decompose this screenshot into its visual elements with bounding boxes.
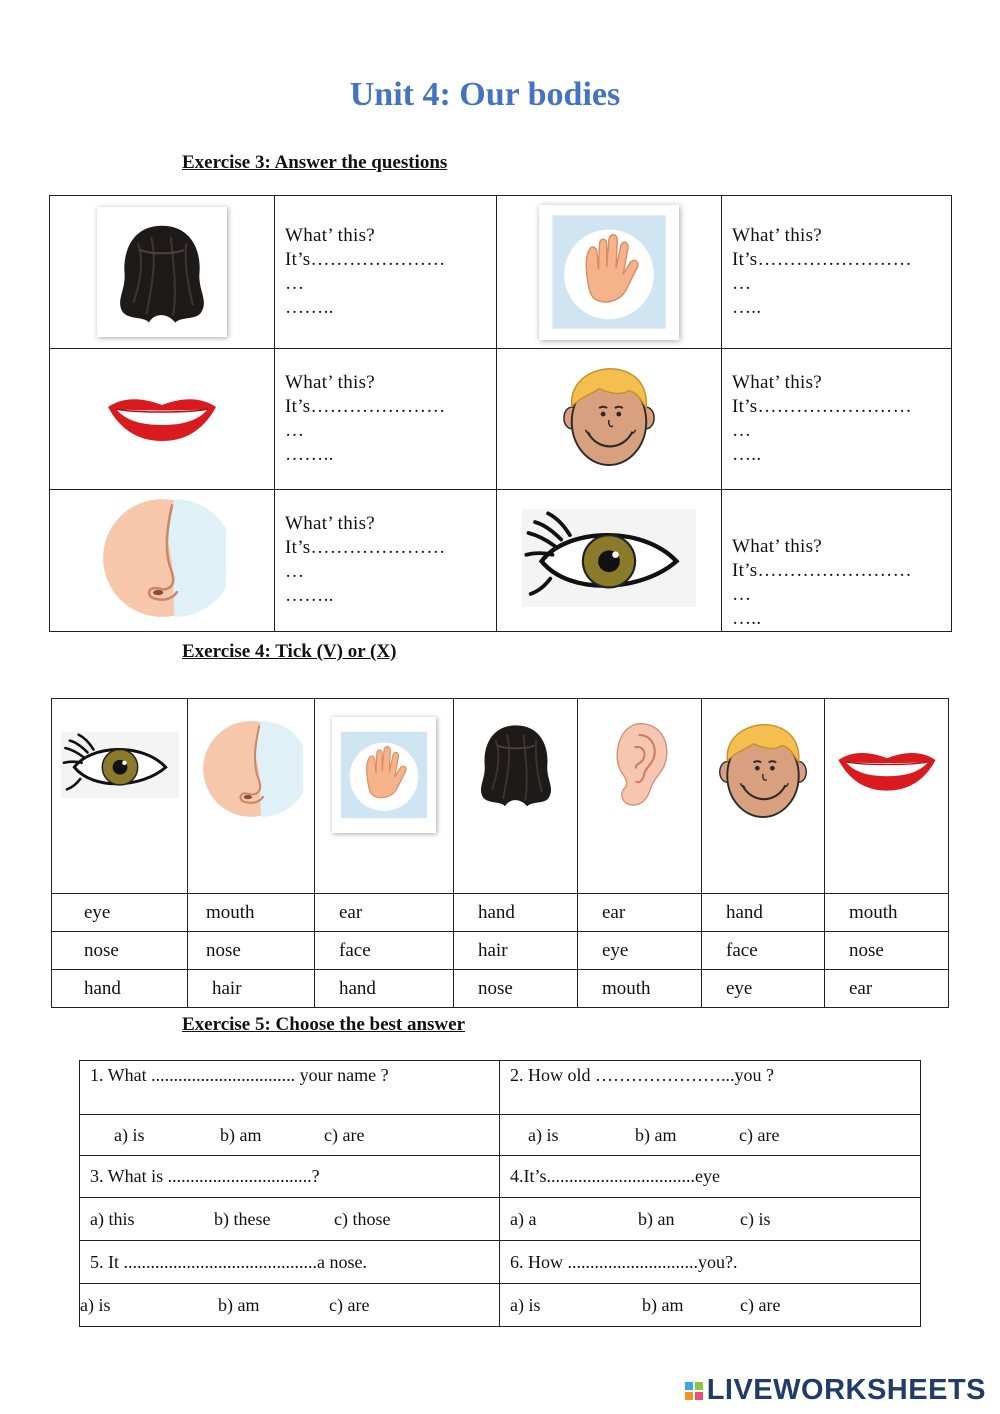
answer-cell [275,349,497,490]
picture-cell [50,490,275,632]
tick-word[interactable]: ear [315,894,454,932]
exercise-4-heading: Exercise 4: Tick (V) or (X) [182,641,397,662]
table-row [80,1241,921,1284]
option-a[interactable]: a) this [90,1208,135,1229]
face-picture [560,362,658,472]
eye-picture [522,509,696,607]
exercise-3-table [49,195,952,632]
tick-word[interactable]: nose [825,932,949,970]
picture-cell [52,699,188,894]
table-row [50,490,952,632]
picture-cell [50,349,275,490]
table-row [80,1284,921,1327]
answer-blank-tail: …….. [285,444,334,465]
tick-word[interactable]: eye [702,970,825,1008]
answer-blank-tail: ….. [732,608,762,629]
question-cell: 1. What ................................ your name ? [80,1061,500,1115]
answer-cell [275,196,497,349]
tick-word[interactable]: face [315,932,454,970]
hand-picture [548,213,670,331]
tick-word[interactable]: ear [578,894,702,932]
table-row [50,196,952,349]
question-cell: 6. How .............................you?. [500,1241,921,1284]
answer-blank[interactable]: It’s…………………… [732,396,912,417]
tick-word[interactable]: eye [52,894,188,932]
tick-word[interactable]: mouth [825,894,949,932]
table-row [52,932,949,970]
answer-cell [275,490,497,632]
mouth-picture [102,387,222,447]
option-c[interactable]: c) is [740,1208,771,1229]
options-cell [80,1284,500,1327]
hair-picture [107,217,217,327]
table-row [52,894,949,932]
tick-word[interactable]: ear [825,970,949,1008]
option-c[interactable]: c) are [740,1294,781,1315]
picture-cell [454,699,578,894]
picture-cell [578,699,702,894]
answer-blank-cont: … [732,273,752,294]
option-a[interactable]: a) is [510,1294,541,1315]
tick-word[interactable]: mouth [578,970,702,1008]
answer-blank-cont: … [285,273,305,294]
answer-cell [722,490,952,632]
answer-blank[interactable]: It’s………………… [285,249,446,270]
question-cell: 5. It ...........................................a nose. [80,1241,500,1284]
option-b[interactable]: b) an [638,1208,675,1229]
answer-blank-cont: … [285,561,305,582]
option-a[interactable]: a) is [80,1294,111,1315]
nose-picture [199,717,303,821]
tick-word[interactable]: hand [315,970,454,1008]
answer-blank-cont: … [732,420,752,441]
option-b[interactable]: b) these [214,1208,271,1229]
answer-blank-cont: … [732,584,752,605]
table-row [80,1198,921,1241]
question-text: What’ this? [285,225,375,246]
question-text: What’ this? [732,536,822,557]
liveworksheets-logo [685,1374,986,1407]
options-cell [80,1198,500,1241]
table-row [50,349,952,490]
picture-cell [702,699,825,894]
photo-frame [97,207,227,337]
tick-word[interactable]: nose [188,932,315,970]
option-a[interactable]: a) is [528,1124,559,1145]
tick-word[interactable]: hand [52,970,188,1008]
question-cell: 4.It’s.................................eye [500,1156,921,1198]
photo-frame [332,717,436,833]
option-c[interactable]: c) are [329,1294,370,1315]
logo-text: LIVEWORKSHEETS [706,1374,986,1406]
tick-word[interactable]: hair [454,932,578,970]
option-c[interactable]: c) are [324,1124,365,1145]
ear-picture [605,717,675,813]
table-row [80,1061,921,1115]
option-a[interactable]: a) a [510,1208,537,1229]
picture-cell [497,349,722,490]
picture-cell [825,699,949,894]
page-title: Unit 4: Our bodies [349,76,621,113]
answer-blank-cont: … [285,420,305,441]
answer-cell [722,196,952,349]
answer-cell [722,349,952,490]
picture-cell [50,196,275,349]
option-a[interactable]: a) is [114,1124,145,1145]
options-cell [80,1115,500,1156]
answer-blank-tail: ….. [732,444,762,465]
tick-word[interactable]: eye [578,932,702,970]
answer-blank[interactable]: It’s………………… [285,537,446,558]
options-cell [500,1115,921,1156]
option-c[interactable]: c) are [739,1124,780,1145]
face-picture [716,717,810,825]
pictures-row [52,699,949,894]
tick-word[interactable]: hand [454,894,578,932]
exercise-5-table [79,1060,921,1327]
exercise-5-heading: Exercise 5: Choose the best answer [182,1014,466,1035]
question-text: What’ this? [285,513,375,534]
logo-mark-icon [685,1382,703,1400]
answer-blank-tail: ….. [732,297,762,318]
photo-frame [539,205,679,340]
tick-word[interactable]: nose [454,970,578,1008]
question-text: What’ this? [732,225,822,246]
picture-cell [497,196,722,349]
hair-picture [470,717,562,811]
option-b[interactable]: b) am [642,1294,684,1315]
question-cell: 2. How old …………………...you ? [500,1061,921,1115]
tick-word[interactable]: mouth [188,894,315,932]
tick-word[interactable]: hair [188,970,315,1008]
tick-word[interactable]: nose [52,932,188,970]
nose-picture [98,494,226,622]
tick-word[interactable]: face [702,932,825,970]
answer-blank[interactable]: It’s…………………… [732,560,912,581]
answer-blank-tail: …….. [285,297,334,318]
options-cell [500,1198,921,1241]
answer-blank[interactable]: It’s…………………… [732,249,912,270]
exercise-4-table [51,698,949,1008]
tick-word[interactable]: hand [702,894,825,932]
eye-picture [61,717,179,813]
table-row [52,970,949,1008]
answer-blank-tail: …….. [285,585,334,606]
option-b[interactable]: b) am [218,1294,260,1315]
answer-blank[interactable]: It’s………………… [285,396,446,417]
picture-cell [188,699,315,894]
picture-cell [315,699,454,894]
option-b[interactable]: b) am [220,1124,262,1145]
question-text: What’ this? [732,372,822,393]
table-row [80,1115,921,1156]
picture-cell [497,490,722,632]
exercise-3-heading: Exercise 3: Answer the questions [182,152,448,173]
mouth-picture [833,741,941,797]
question-cell: 3. What is ................................? [80,1156,500,1198]
question-text: What’ this? [285,372,375,393]
option-b[interactable]: b) am [635,1124,677,1145]
options-cell [500,1284,921,1327]
table-row [80,1156,921,1198]
option-c[interactable]: c) those [334,1208,391,1229]
hand-picture [339,728,429,822]
